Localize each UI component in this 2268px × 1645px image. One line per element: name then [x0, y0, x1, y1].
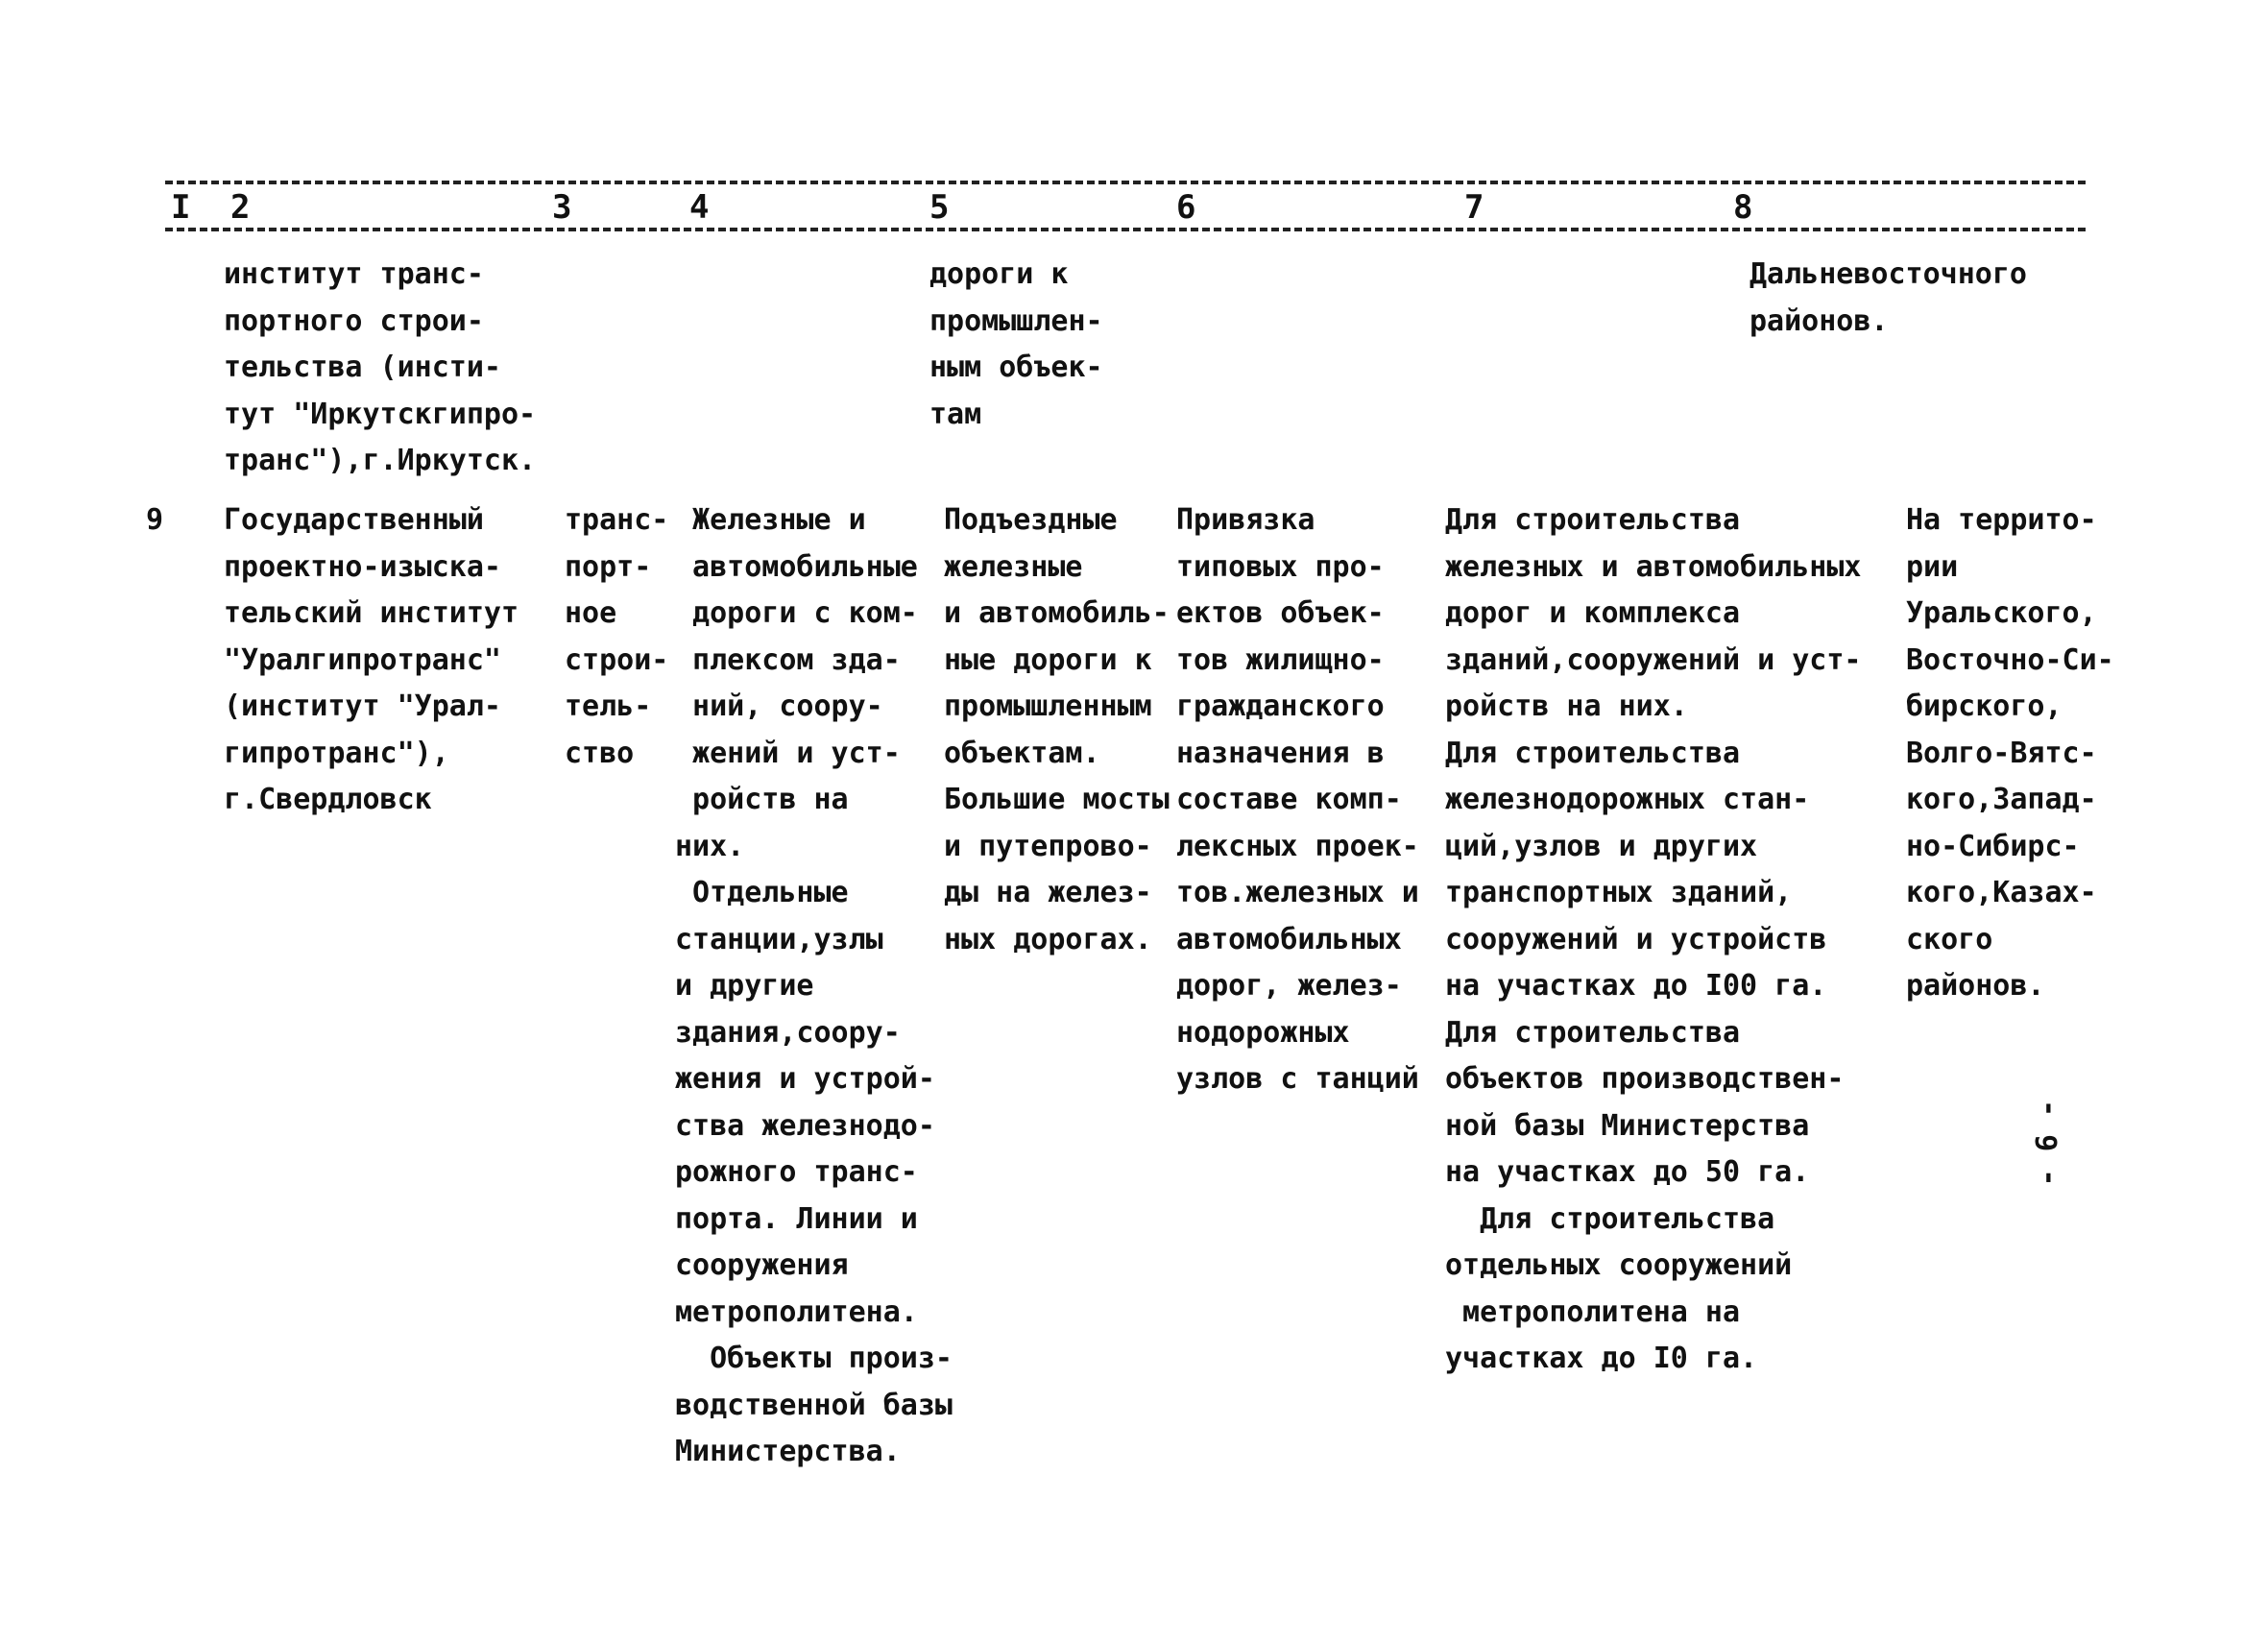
- column-number-7: 7: [1464, 188, 1484, 227]
- column-number-2: 2: [230, 188, 251, 227]
- standard-projects-cell: Привязка типовых про- ектов объек- тов жилищно- гражданского назначения в составе комп- лексных проек- тов.железных и автомобильных дорог, желез- нодорожных узлов с танций: [1176, 503, 1419, 1096]
- row-number: 9: [146, 503, 164, 537]
- construction-conditions-cell: Для строительства железных и автомобильных дорог и комплекса зданий,сооружений и уст- ройств на них. Для строительства железнодорожных стан- ций,узлов и других транспортных зданий, сооружений и устройств на участках до I00 га. Для строительства объектов производствен- ной базы Министерства на участках до 50 га. Для строительства отдельных сооружений метрополитена на участках до I0 га.: [1445, 503, 1862, 1375]
- column-number-1: I: [171, 188, 191, 227]
- main-objects-cell: Железные и автомобильные дороги с ком- плексом зда- ний, соору- жений и уст- ройств на них. Отдельные станции,узлы и другие здания,соору- жения и устрой- ства железнодо- рожного транс- порта. Линии и сооружения метрополитена. Объекты произ- водственной базы Министерства.: [675, 503, 953, 1468]
- specialization-cell: транс- порт- ное строи- тель- ство: [565, 503, 669, 770]
- header-rule-bottom: [165, 228, 2086, 231]
- territory-cell: На террито- рии Уральского, Восточно-Си- бирского, Волго-Вятс- кого,Запад- но-Сибирс- кого,Казах- ского районов.: [1906, 503, 2114, 1003]
- column-number-5: 5: [929, 188, 950, 227]
- header-rule-top: [165, 181, 2086, 184]
- column-number-3: 3: [552, 188, 572, 227]
- column-number-8: 8: [1733, 188, 1753, 227]
- continuation-objects-cell: дороги к промышлен- ным объек- там: [929, 257, 1103, 431]
- organization-cell: Государственный проектно-изыска- тельский институт "Уралгипротранс" (институт "Урал- гипротранс"), г.Свердловск: [224, 503, 519, 816]
- continuation-organization-cell: институт транс- портного строи- тельства (инсти- тут "Иркутскгипро- транс"),г.Иркутск.: [224, 257, 537, 477]
- column-number-4: 4: [689, 188, 710, 227]
- column-number-6: 6: [1176, 188, 1196, 227]
- access-roads-cell: Подъездные железные и автомобиль- ные дороги к промышленным объектам. Большие мосты и путепрово- ды на желез- ных дорогах.: [944, 503, 1170, 956]
- page-number-mark: - 6 -: [2031, 1100, 2064, 1187]
- continuation-territory-cell: Дальневосточного районов.: [1749, 257, 2027, 338]
